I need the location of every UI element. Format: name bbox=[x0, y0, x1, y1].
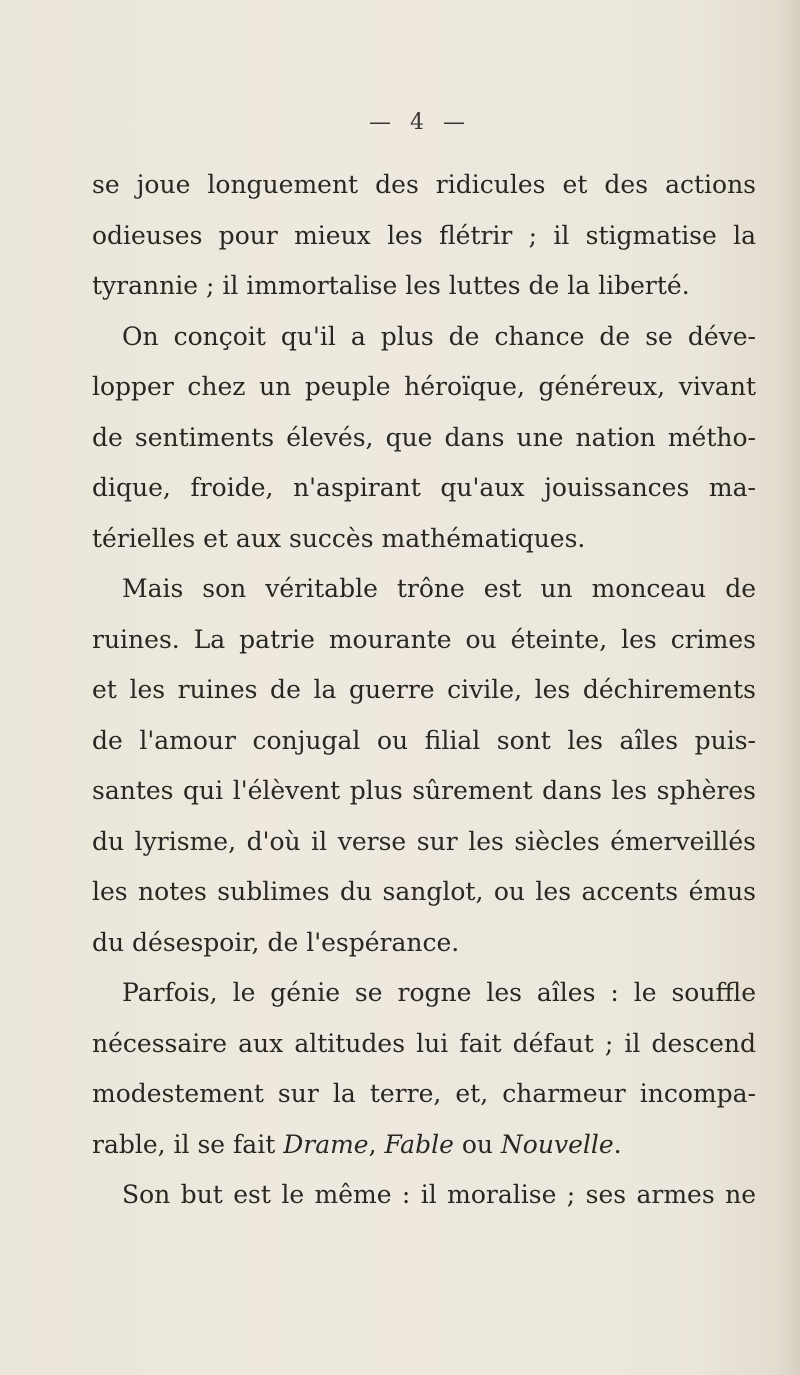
text-line: du désespoir, de l'espérance. bbox=[92, 927, 460, 957]
page-number: — 4 — bbox=[369, 110, 471, 135]
italic-title-drame: Drame bbox=[283, 1129, 369, 1159]
text-line: ruines. La patrie mourante ou éteinte, les crimes bbox=[92, 624, 756, 654]
text-line: les notes sublimes du sanglot, ou les accents émus bbox=[92, 877, 756, 906]
paragraph bbox=[92, 968, 756, 1170]
text-line: de sentiments élevés, que dans une nation métho- bbox=[92, 422, 756, 452]
text-span: , bbox=[368, 1129, 385, 1159]
text-span: . bbox=[613, 1129, 622, 1159]
italic-title-fable: Fable bbox=[384, 1129, 454, 1159]
text-line: se joue longuement des ridicules et des actions bbox=[92, 170, 756, 199]
paragraph bbox=[92, 312, 756, 565]
text-line: Parfois, le génie se rogne les aîles : le souffle bbox=[122, 978, 756, 1007]
paragraph bbox=[92, 1170, 756, 1221]
text-line: du lyrisme, d'où il verse sur les siècles émerveillés bbox=[92, 826, 756, 856]
paragraph bbox=[92, 160, 756, 312]
text-line: térielles et aux succès mathématiques. bbox=[92, 523, 586, 553]
text-line: modestement sur la terre, et, charmeur incompa- bbox=[92, 1079, 756, 1108]
body-text bbox=[92, 160, 756, 1221]
text-span: ou bbox=[453, 1129, 501, 1159]
paragraph bbox=[92, 564, 756, 968]
italic-title-nouvelle: Nouvelle bbox=[500, 1129, 614, 1159]
text-line: de l'amour conjugal ou filial sont les aîles puis- bbox=[92, 725, 756, 755]
text-line: odieuses pour mieux les flétrir ; il stigmatise la bbox=[92, 220, 756, 250]
text-line: nécessaire aux altitudes lui fait défaut ; il descend bbox=[92, 1028, 756, 1058]
text-line: lopper chez un peuple héroïque, généreux, vivant bbox=[92, 372, 756, 401]
text-line: Son but est le même : il moralise ; ses armes ne bbox=[122, 1180, 756, 1209]
text-line: tyrannie ; il immortalise les luttes de la liberté. bbox=[92, 271, 690, 300]
text-line: Mais son véritable trône est un monceau de bbox=[122, 574, 756, 603]
text-line-with-italics bbox=[92, 1120, 756, 1171]
text-line: On conçoit qu'il a plus de chance de se déve- bbox=[122, 321, 756, 351]
text-span: rable, il se fait bbox=[92, 1129, 284, 1159]
text-line: et les ruines de la guerre civile, les déchirements bbox=[92, 675, 756, 704]
text-line: dique, froide, n'aspirant qu'aux jouissances ma- bbox=[92, 473, 756, 502]
text-line: santes qui l'élèvent plus sûrement dans les sphères bbox=[92, 776, 756, 805]
